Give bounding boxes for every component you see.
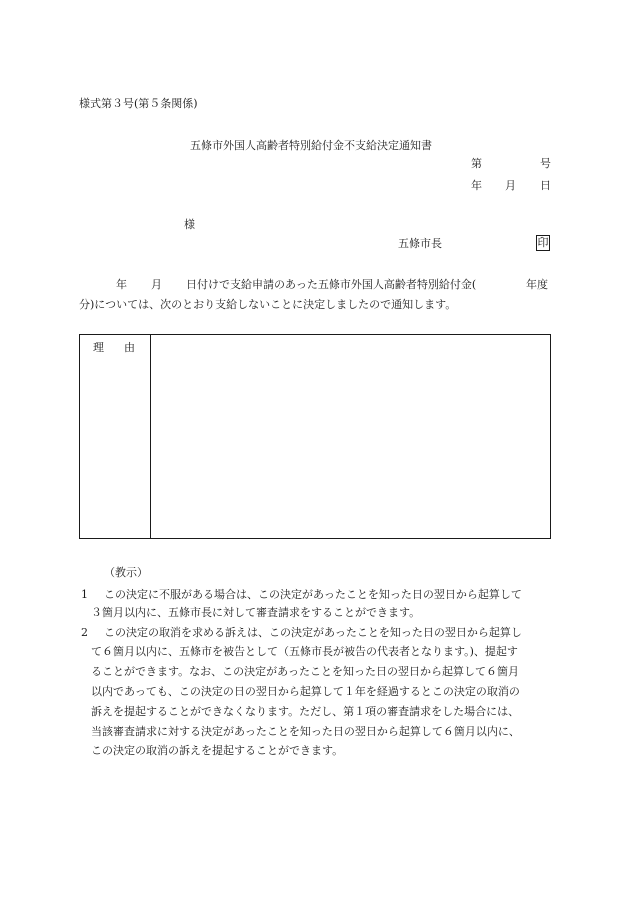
body-year-label: 年 — [116, 278, 127, 291]
instruction-line: この決定に不服がある場合は、この決定があったことを知った日の翌日から起算して — [104, 588, 522, 601]
body-month-label: 月 — [151, 278, 162, 291]
reason-table-divider — [150, 335, 151, 538]
instruction-line: ３箇月以内に、五條市長に対して審査請求をすることができます。 — [91, 606, 421, 619]
reason-label-ri: 理 — [93, 341, 104, 354]
body-nendo-label: 年度 — [526, 278, 548, 291]
instruction-line: この決定の取消の訴えを提起することができます。 — [91, 744, 344, 757]
issuer-name: 五條市長 — [398, 237, 442, 250]
reason-table — [79, 334, 551, 539]
instruction-line: 訴えを提起することができなくなります。ただし、第１項の審査請求をした場合には、 — [91, 705, 520, 718]
instruction-item-number: 2 — [81, 626, 88, 639]
notice-number-suffix: 号 — [540, 157, 551, 170]
document-title: 五條市外国人高齢者特別給付金不支給決定通知書 — [190, 139, 432, 152]
addressee-honorific: 様 — [184, 218, 195, 231]
date-day-label: 日 — [540, 179, 551, 192]
body-text-line2: 分)については、次のとおり支給しないことに決定しましたので通知します。 — [79, 298, 457, 311]
date-month-label: 月 — [505, 179, 516, 192]
instruction-line: 以内であっても、この決定の日の翌日から起算して１年を経過するとこの決定の取消の — [91, 685, 520, 698]
date-year-label: 年 — [471, 179, 482, 192]
reason-label-yu: 由 — [124, 341, 135, 354]
body-text-line1: 日付けで支給申請のあった五條市外国人高齢者特別給付金( — [186, 278, 477, 291]
instruction-line: ることができます。なお、この決定があったことを知った日の翌日から起算して６箇月 — [91, 665, 520, 678]
instruction-line: 当該審査請求に対する決定があったことを知った日の翌日から起算して６箇月以内に、 — [91, 725, 520, 738]
instruction-item-number: 1 — [81, 588, 88, 601]
form-number-label: 様式第３号(第５条関係) — [79, 97, 198, 110]
instruction-line: この決定の取消を求める訴えは、この決定があったことを知った日の翌日から起算し — [104, 626, 522, 639]
notice-number-prefix: 第 — [471, 157, 482, 170]
instruction-heading: （教示） — [104, 566, 148, 579]
instruction-line: て６箇月以内に、五條市を被告として（五條市長が被告の代表者となります。)、提起す — [91, 645, 518, 658]
seal-mark: 印 — [537, 236, 549, 249]
